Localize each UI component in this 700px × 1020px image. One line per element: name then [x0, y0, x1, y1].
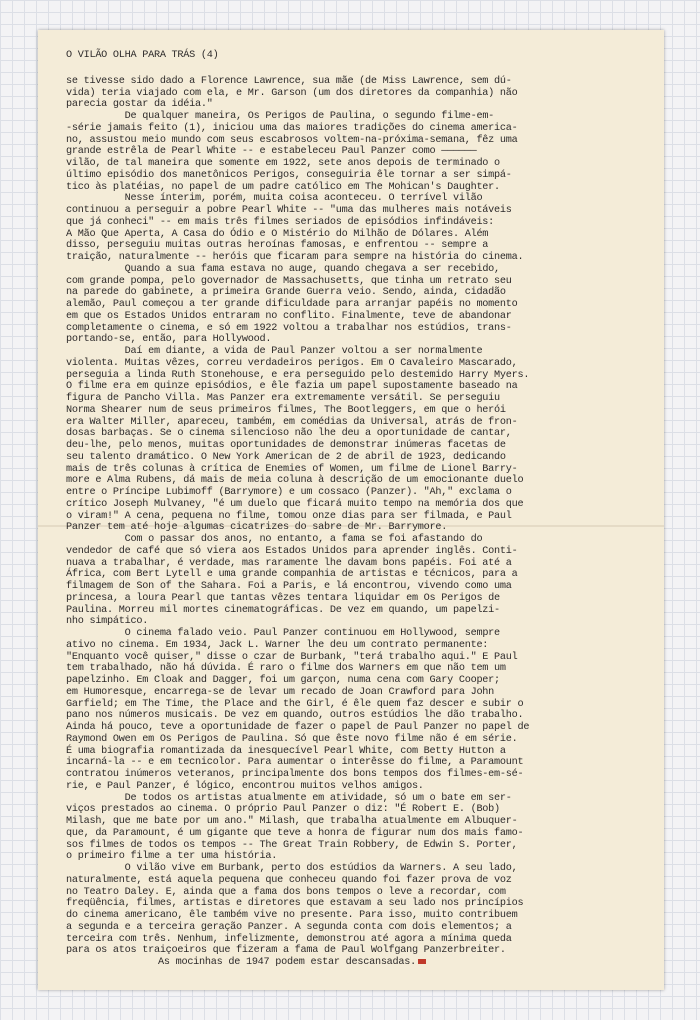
- page-title: O VILÃO OLHA PARA TRÁS (4): [66, 50, 219, 61]
- paragraph-3: Nesse ínterim, porém, muita coisa aconteceu. O terrível vilão continuou a perseguir a pobre Pearl White -- "uma das mulheres mais notáveis que já conheci" -- em mais três filmes seriados de episódios infindáveis: A Mão Que Aperta, A Casa do Ódio e O Mistério do Milhão de Dólares. Além disso, perseguiu muitas outras heroínas famosas, e enfrentou -- sempre a traição, naturalmente -- heróis que ficaram para sempre na história do cinema.: [66, 193, 524, 263]
- red-ink-mark: [418, 959, 426, 964]
- paragraph-4: Quando a sua fama estava no auge, quando chegava a ser recebido, com grande pompa, pelo governador de Massachusetts, que tinha um retrato seu na parede do gabinete, a primeira Grande Guerra veio. Sendo, ainda, cidadão alemão, Paul começou a ter grande dificuldade para arranjar papéis no momento em que os Estados Unidos entraram no conflito. Finalmente, teve de abandonar completamente o cinema, e só em 1922 voltou a trabalhar nos estúdios, trans- portando-se, então, para Hollywood.: [66, 263, 518, 346]
- paragraph-8: De todos os artistas atualmente em atividade, só um o bate em ser- viços prestados ao cinema. O próprio Paul Panzer o diz: "É Robert E. (Bob) Milash, que me bate por um ano." Milash, que trabalha atualmente em Albuquer- que, da Paramount, é um gigante que teve a honra de figurar num dos mais famo- sos filmes de todos os tempos -- The Great Train Robbery, de Edwin S. Porter, o primeiro filme a ter uma história.: [66, 792, 524, 863]
- page-content: [66, 50, 646, 969]
- paragraph-2: De qualquer maneira, Os Perigos de Paulina, o segundo filme-em- -série jamais feito (1), iniciou uma das maiores tradições do cinema america- no, assustou meio mundo com seus escabrosos voltem-na-próxima-semana, fêz uma grande estrêla de Pearl White -- e estabeleceu Paul Panzer como —————— vilão, de tal maneira que somente em 1922, sete anos depois de terminado o último episódio dos manetônicos Perigos, conseguiria êle tornar a ser simpá- tico às platéias, no papel de um padre católico em The Mohican's Daughter.: [66, 111, 518, 193]
- paragraph-7: O cinema falado veio. Paul Panzer continuou em Hollywood, sempre ativo no cinema. Em 1934, Jack L. Warner lhe deu um contrato permanente: "Enquanto você quiser," disse o czar de Burbank, "terá trabalho aqui." E Paul tem trabalhado, não há dúvida. É raro o filme dos Warners em que não tem um papelzinho. Em Cloak and Dagger, foi um garçon, numa cena com Gary Cooper; em Humoresque, encarrega-se de levar um recado de Joan Crawford para John Garfield; em The Time, the Place and the Girl, é êle quem faz descer e subir o pano nos números musicais. De vez em quando, outros estúdios lhe dão trabalho. Ainda há pouco, teve a oportunidade de fazer o papel de Paul Panzer no papel de Raymond Owen em Os Perigos de Paulina. Só que êste novo filme não é em série. É uma biografia romantizada da inesquecível Pearl White, com Betty Hutton a incarná-la -- e em tecnicolor. Para aumentar o interêsse do filme, a Paramount contratou inúmeros veteranos, principalmente dos bons tempos dos filmes-em-sé- rie, e Paul Panzer, é lógico, encontrou muitos velhos amigos.: [66, 628, 530, 792]
- closing-line: [66, 957, 646, 969]
- closing-text: As mocinhas de 1947 podem estar descansadas.: [158, 957, 416, 968]
- typewritten-page: [38, 30, 664, 990]
- paragraph-9: O vilão vive em Burbank, perto dos estúdios da Warners. A seu lado, naturalmente, está aquela pequena que conheceu quando foi fazer prova de voz no Teatro Daley. E, ainda que a fama dos bons tempos o leve a recordar, com freqüência, filmes, artistas e diretores que estavam a seu lado nos princípios do cinema americano, êle também vive no presente. Para isso, muito contribuem a segunda e a terceira geração Panzer. A segunda conta com dois elementos; a terceira com três. Nenhum, infelizmente, demonstrou até agora a mínima queda para os atos traiçoeiros que fizeram a fama de Paul Wolfgang Panzerbreiter.: [66, 863, 524, 957]
- paragraph-1: se tivesse sido dado a Florence Lawrence, sua mãe (de Miss Lawrence, sem dú- vida) teria viajado com ela, e Mr. Garson (um dos diretores da companhia) não parecia gostar da idéia.": [66, 75, 518, 111]
- paragraph-5: Daí em diante, a vida de Paul Panzer voltou a ser normalmente violenta. Muitas vêzes, correu verdadeiros perigos. Em O Cavaleiro Mascarado, perseguia a linda Ruth Stonehouse, e era perseguido pelo destemido Harry Myers. O filme era em quinze episódios, e êle fazia um papel supostamente baseado na figura de Pancho Villa. Mas Panzer era extremamente versátil. Se perseguiu Norma Shearer num de seus primeiros filmes, The Bootleggers, em que o herói era Walter Miller, apareceu, também, em comédias da Universal, atrás de fron- dosas barbaças. Se o cinema silencioso não lhe deu a oportunidade de cantar, deu-lhe, pelo menos, muitas oportunidades de demonstrar inúmeras facetas de seu talento dramático. O New York American de 2 de abril de 1923, dedicando mais de três colunas à crítica de Enemies of Women, um filme de Lionel Barry- more e Alma Rubens, dá mais de meia coluna à descrição de um emocionante duelo entre o Príncipe Lubimoff (Barrymore) e um cossaco (Panzer). "Ah," exclama o crítico Joseph Mulvaney, "é um duelo que ficará muito tempo na memória dos que o viram!" A cena, pequena no filme, tomou onze dias para ser filmada, e Paul Panzer tem até hoje algumas cicatrizes do sabre de Mr. Barrymore.: [66, 346, 530, 534]
- paragraph-6: Com o passar dos anos, no entanto, a fama se foi afastando do vendedor de café que só viera aos Estados Unidos para aprender inglês. Conti- nuava a trabalhar, é verdade, mas raramente lhe davam bons papéis. Foi até a África, com Bert Lytell e uma grande companhia de artistas e técnicos, para a filmagem de Son of the Sahara. Foi a Paris, e lá encontrou, vivendo como uma princesa, a loura Pearl que tantas vêzes tentara liquidar em Os Perigos de Paulina. Morreu mil mortes cinematográficas. De vez em quando, um papelzi- nho simpático.: [66, 534, 518, 628]
